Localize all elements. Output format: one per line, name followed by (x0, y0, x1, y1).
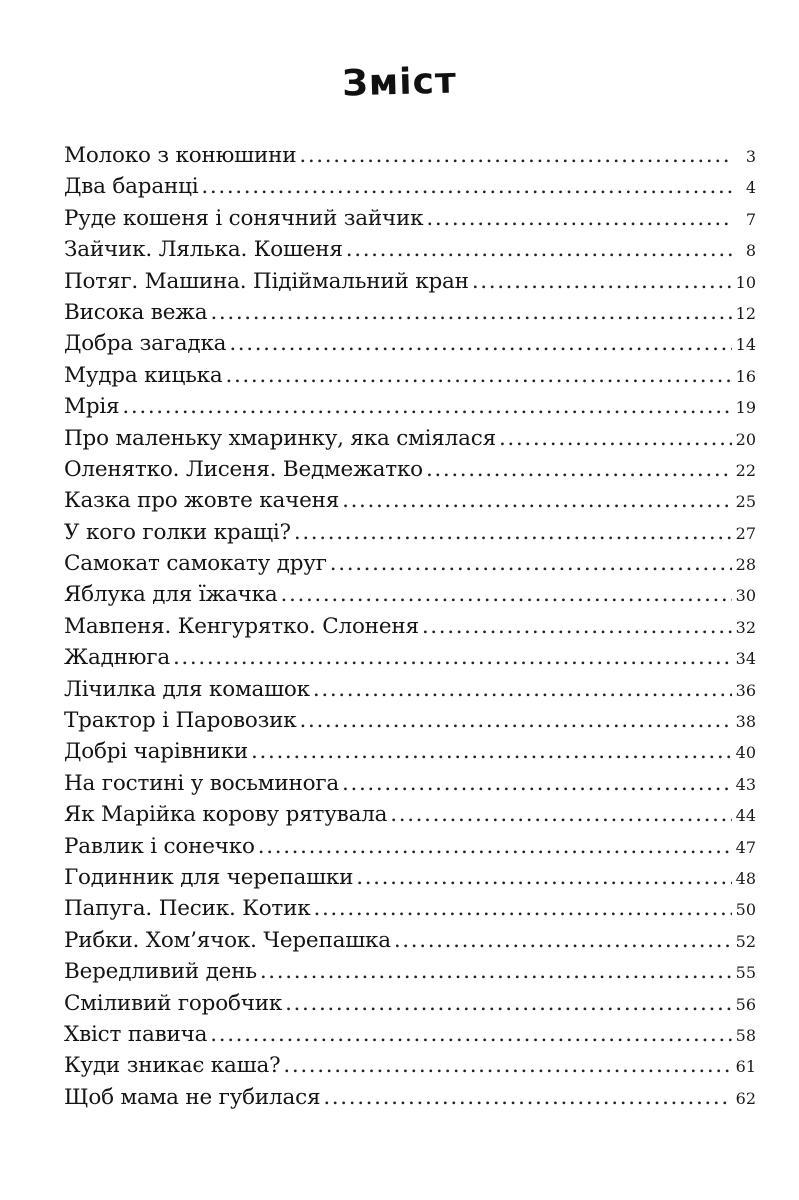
dot-leader (342, 485, 732, 516)
table-of-contents (64, 140, 756, 1113)
toc-entry-title: У кого голки кращі? (64, 519, 291, 545)
toc-entry-title: Два баранці (64, 174, 199, 200)
dot-leader (472, 266, 732, 297)
toc-entry-title: Жаднюга (64, 645, 170, 671)
toc-entry[interactable] (64, 705, 756, 736)
toc-entry[interactable] (64, 736, 756, 767)
toc-page-number: 56 (735, 994, 756, 1014)
dot-leader (260, 956, 732, 987)
toc-entry-title: Папуга. Песик. Котик (64, 896, 311, 922)
toc-page-number: 25 (735, 492, 756, 512)
dot-leader (356, 862, 732, 893)
toc-entry[interactable] (64, 203, 756, 234)
toc-page-number: 19 (735, 398, 756, 418)
toc-page-number: 48 (735, 868, 756, 888)
toc-page-number: 28 (735, 555, 756, 575)
toc-entry[interactable] (64, 925, 756, 956)
dot-leader (426, 203, 732, 234)
toc-entry[interactable] (64, 517, 756, 548)
dot-leader (299, 140, 732, 171)
toc-entry-title: Трактор і Паровозик (64, 708, 297, 734)
toc-entry-title: Куди зникає каша? (64, 1053, 281, 1079)
dot-leader (281, 579, 732, 610)
dot-leader (225, 360, 732, 391)
dot-leader (173, 642, 732, 673)
toc-entry[interactable] (64, 1082, 756, 1113)
toc-entry-title: Вередливий день (64, 959, 257, 985)
toc-entry[interactable] (64, 611, 756, 642)
toc-entry[interactable] (64, 768, 756, 799)
toc-page-number: 30 (735, 586, 756, 606)
toc-entry[interactable] (64, 893, 756, 924)
dot-leader (294, 517, 732, 548)
dot-leader (314, 893, 733, 924)
toc-page-number: 10 (735, 272, 756, 292)
toc-entry[interactable] (64, 548, 756, 579)
toc-entry-title: Годинник для черепашки (64, 864, 354, 890)
toc-entry[interactable] (64, 266, 756, 297)
toc-entry[interactable] (64, 391, 756, 422)
dot-leader (313, 674, 732, 705)
toc-entry-title: Сміливий горобчик (64, 990, 283, 1016)
toc-page-number: 16 (735, 366, 756, 386)
toc-entry[interactable] (64, 1019, 756, 1050)
toc-entry-title: Лічилка для комашок (64, 676, 310, 702)
toc-entry-title: Як Марійка корову рятувала (64, 802, 388, 828)
toc-entry[interactable] (64, 360, 756, 391)
toc-page-number: 34 (735, 649, 756, 669)
toc-entry-title: Хвіст павича (64, 1021, 208, 1047)
toc-entry-title: Мавпеня. Кенгурятко. Слоненя (64, 613, 419, 639)
toc-entry[interactable] (64, 831, 756, 862)
toc-entry[interactable] (64, 579, 756, 610)
page-title: Зміст (341, 60, 458, 105)
toc-entry[interactable] (64, 485, 756, 516)
dot-leader (210, 1019, 732, 1050)
toc-page-number: 38 (735, 712, 756, 732)
dot-leader (422, 611, 732, 642)
toc-page-number: 4 (745, 178, 756, 198)
toc-entry[interactable] (64, 297, 756, 328)
toc-page-number: 7 (745, 209, 756, 229)
dot-leader (122, 391, 732, 422)
toc-entry-title: На гостині у восьминога (64, 770, 340, 796)
toc-entry[interactable] (64, 328, 756, 359)
dot-leader (258, 831, 732, 862)
toc-entry-title: Мудра кицька (64, 362, 223, 388)
dot-leader (346, 234, 732, 265)
dot-leader (426, 454, 732, 485)
toc-entry-title: Висока вежа (64, 299, 208, 325)
toc-page-number: 20 (735, 429, 756, 449)
toc-entry[interactable] (64, 988, 756, 1019)
dot-leader (210, 297, 732, 328)
dot-leader (394, 925, 732, 956)
toc-entry[interactable] (64, 423, 756, 454)
toc-entry-title: Яблука для їжачка (64, 582, 278, 608)
toc-page-number: 47 (735, 837, 756, 857)
toc-entry-title: Казка про жовте каченя (64, 488, 340, 514)
toc-entry[interactable] (64, 642, 756, 673)
toc-entry[interactable] (64, 799, 756, 830)
toc-page-number: 14 (735, 335, 756, 355)
toc-entry-title: Щоб мама не губилася (64, 1084, 321, 1110)
toc-entry-title: Мрія (64, 394, 120, 420)
toc-page-number: 58 (735, 1025, 756, 1045)
toc-entry[interactable] (64, 454, 756, 485)
toc-entry[interactable] (64, 956, 756, 987)
toc-page-number: 22 (735, 460, 756, 480)
dot-leader (342, 768, 732, 799)
dot-leader (201, 171, 732, 202)
toc-entry-title: Оленятко. Лисеня. Ведмежатко (64, 456, 423, 482)
toc-entry-title: Молоко з конюшини (64, 143, 297, 168)
toc-entry-title: Добра загадка (64, 331, 227, 357)
toc-entry-title: Потяг. Машина. Підіймальний кран (64, 268, 469, 294)
dot-leader (499, 423, 732, 454)
toc-entry-title: Равлик і сонечко (64, 833, 255, 859)
toc-page-number: 43 (735, 774, 756, 794)
toc-entry-title: Руде кошеня і сонячний зайчик (64, 205, 424, 231)
toc-entry[interactable] (64, 1050, 756, 1081)
toc-page-number: 32 (735, 617, 756, 637)
toc-entry-title: Рибки. Хом’ячок. Черепашка (64, 927, 391, 953)
dot-leader (390, 799, 732, 830)
toc-page-number: 8 (745, 241, 756, 261)
toc-entry-title: Про маленьку хмаринку, яка сміялася (64, 425, 496, 451)
toc-page-number: 12 (735, 303, 756, 323)
dot-leader (300, 705, 732, 736)
toc-page-number: 50 (735, 900, 756, 920)
dot-leader (323, 1082, 732, 1113)
toc-page-number: 55 (735, 963, 756, 983)
dot-leader (251, 736, 732, 767)
toc-page-number: 40 (735, 743, 756, 763)
dot-leader (330, 548, 732, 579)
toc-page-number: 36 (735, 680, 756, 700)
toc-entry[interactable] (64, 234, 756, 265)
toc-entry-title: Добрі чарівники (64, 739, 249, 765)
toc-page-number: 27 (735, 523, 756, 543)
toc-page-number: 52 (735, 931, 756, 951)
dot-leader (285, 988, 732, 1019)
dot-leader (283, 1050, 732, 1081)
toc-entry-title: Зайчик. Лялька. Кошеня (64, 237, 343, 263)
dot-leader (229, 328, 732, 359)
toc-page-number: 44 (735, 806, 756, 826)
toc-entry[interactable] (64, 862, 756, 893)
toc-entry[interactable] (64, 674, 756, 705)
toc-page-number: 61 (735, 1057, 756, 1077)
toc-entry[interactable] (64, 171, 756, 202)
toc-page-number: 62 (735, 1088, 756, 1108)
toc-entry[interactable] (64, 140, 756, 171)
toc-entry-title: Самокат самокату друг (64, 551, 327, 577)
toc-page-number: 3 (745, 147, 756, 166)
